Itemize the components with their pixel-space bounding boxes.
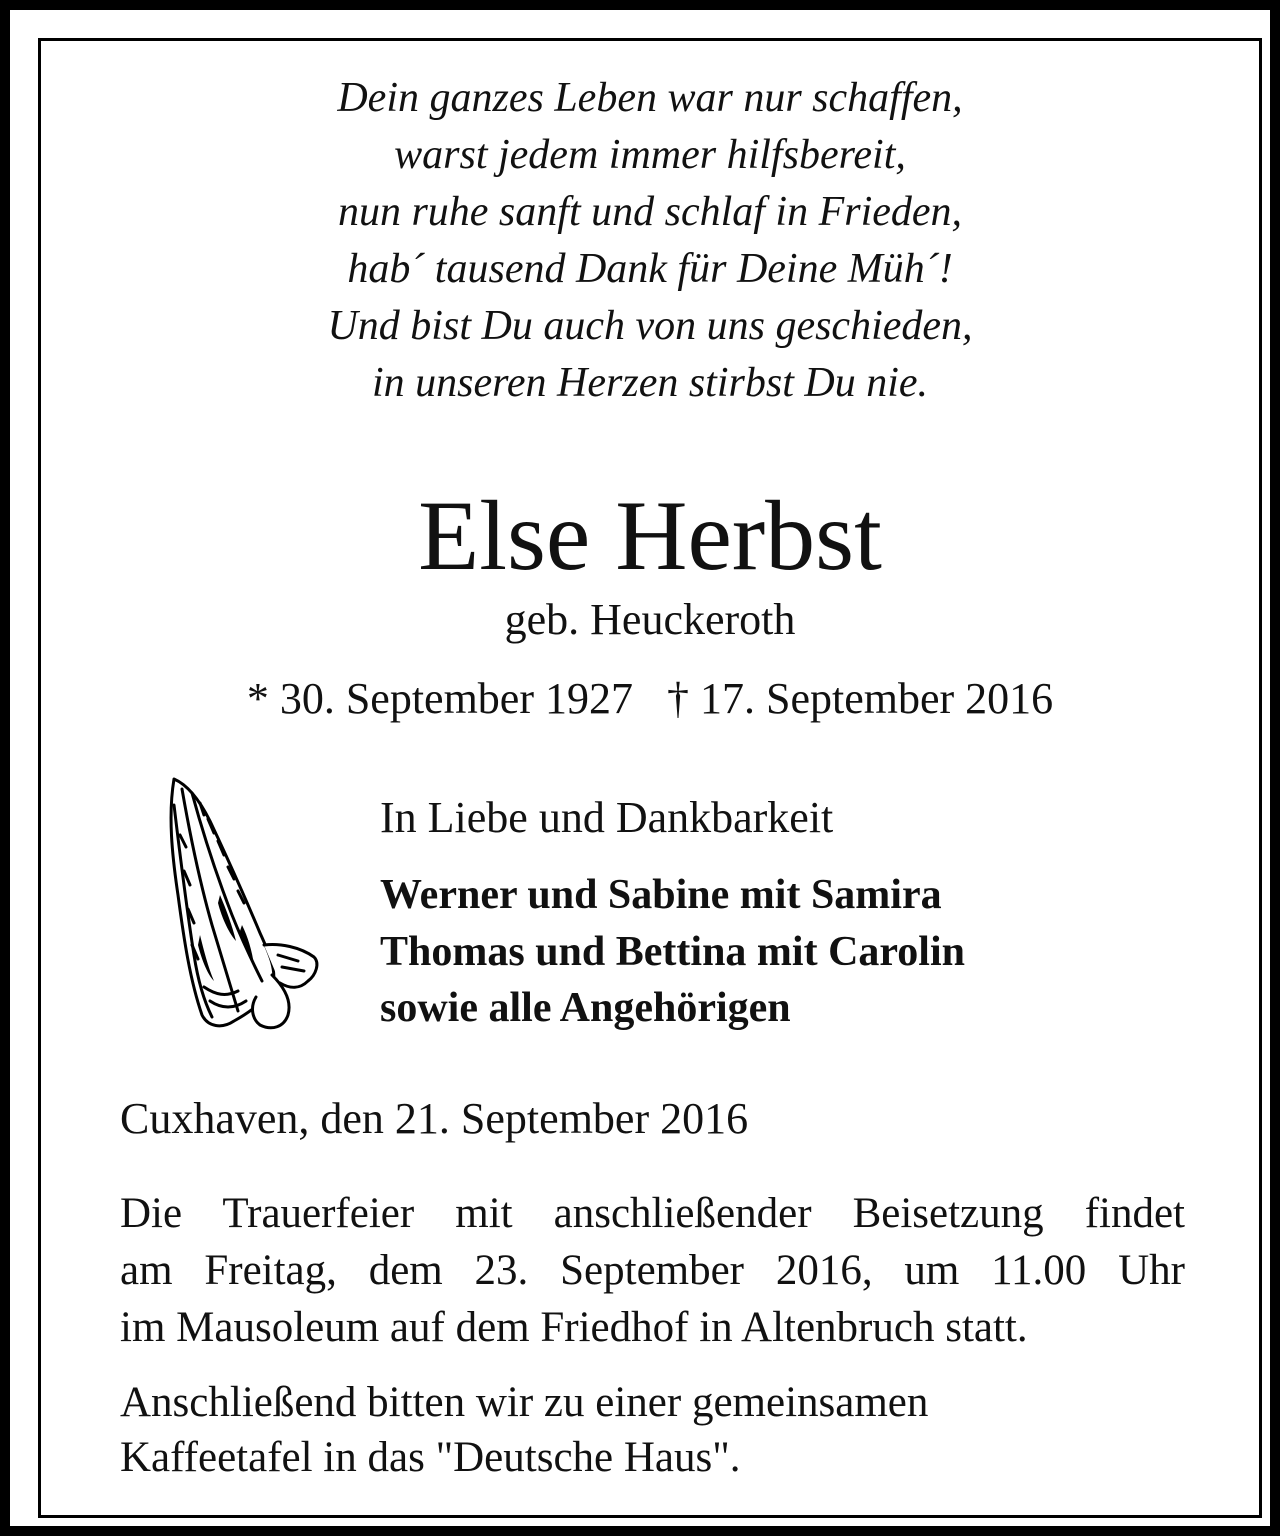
ceremony-line: Die Trauerfeier mit anschließender Beisetzung findet	[120, 1190, 1185, 1237]
funeral-ceremony-notice	[120, 1185, 1185, 1356]
ceremony-line: im Mausoleum auf dem Friedhof in Altenbruch statt.	[120, 1304, 1028, 1351]
mourners-list	[380, 867, 965, 1037]
mourner-line: Thomas und Bettina mit Carolin	[380, 928, 965, 975]
deceased-name: Else Herbst	[418, 480, 882, 591]
mourner-line: sowie alle Angehörigen	[380, 985, 791, 1031]
place-date: Cuxhaven, den 21. September 2016	[120, 1094, 749, 1143]
poem-line: hab´ tausend Dank für Deine Müh´!	[347, 246, 953, 292]
memorial-poem	[10, 70, 1280, 412]
life-dates	[10, 673, 1280, 725]
poem-line: Dein ganzes Leben war nur schaffen,	[337, 75, 963, 121]
praying-hands-icon	[160, 775, 330, 1035]
maiden-name: geb. Heuckeroth	[504, 595, 796, 644]
coffee-line: Kaffeetafel in das "Deutsche Haus".	[120, 1434, 741, 1481]
death-date: † 17. September 2016	[667, 674, 1054, 723]
poem-line: nun ruhe sanft und schlaf in Frieden,	[337, 189, 963, 235]
mourner-line: Werner und Sabine mit Samira	[380, 872, 942, 918]
poem-line: in unseren Herzen stirbst Du nie.	[371, 360, 929, 406]
ceremony-line: am Freitag, dem 23. September 2016, um 11.00 Uhr	[120, 1247, 1185, 1294]
thanks-line: In Liebe und Dankbarkeit	[380, 793, 834, 842]
coffee-invitation	[120, 1375, 928, 1485]
poem-line: warst jedem immer hilfsbereit,	[394, 132, 906, 178]
coffee-line: Anschließend bitten wir zu einer gemeinsamen	[120, 1379, 929, 1426]
birth-date: * 30. September 1927	[246, 674, 633, 723]
poem-line: Und bist Du auch von uns geschieden,	[327, 303, 973, 349]
